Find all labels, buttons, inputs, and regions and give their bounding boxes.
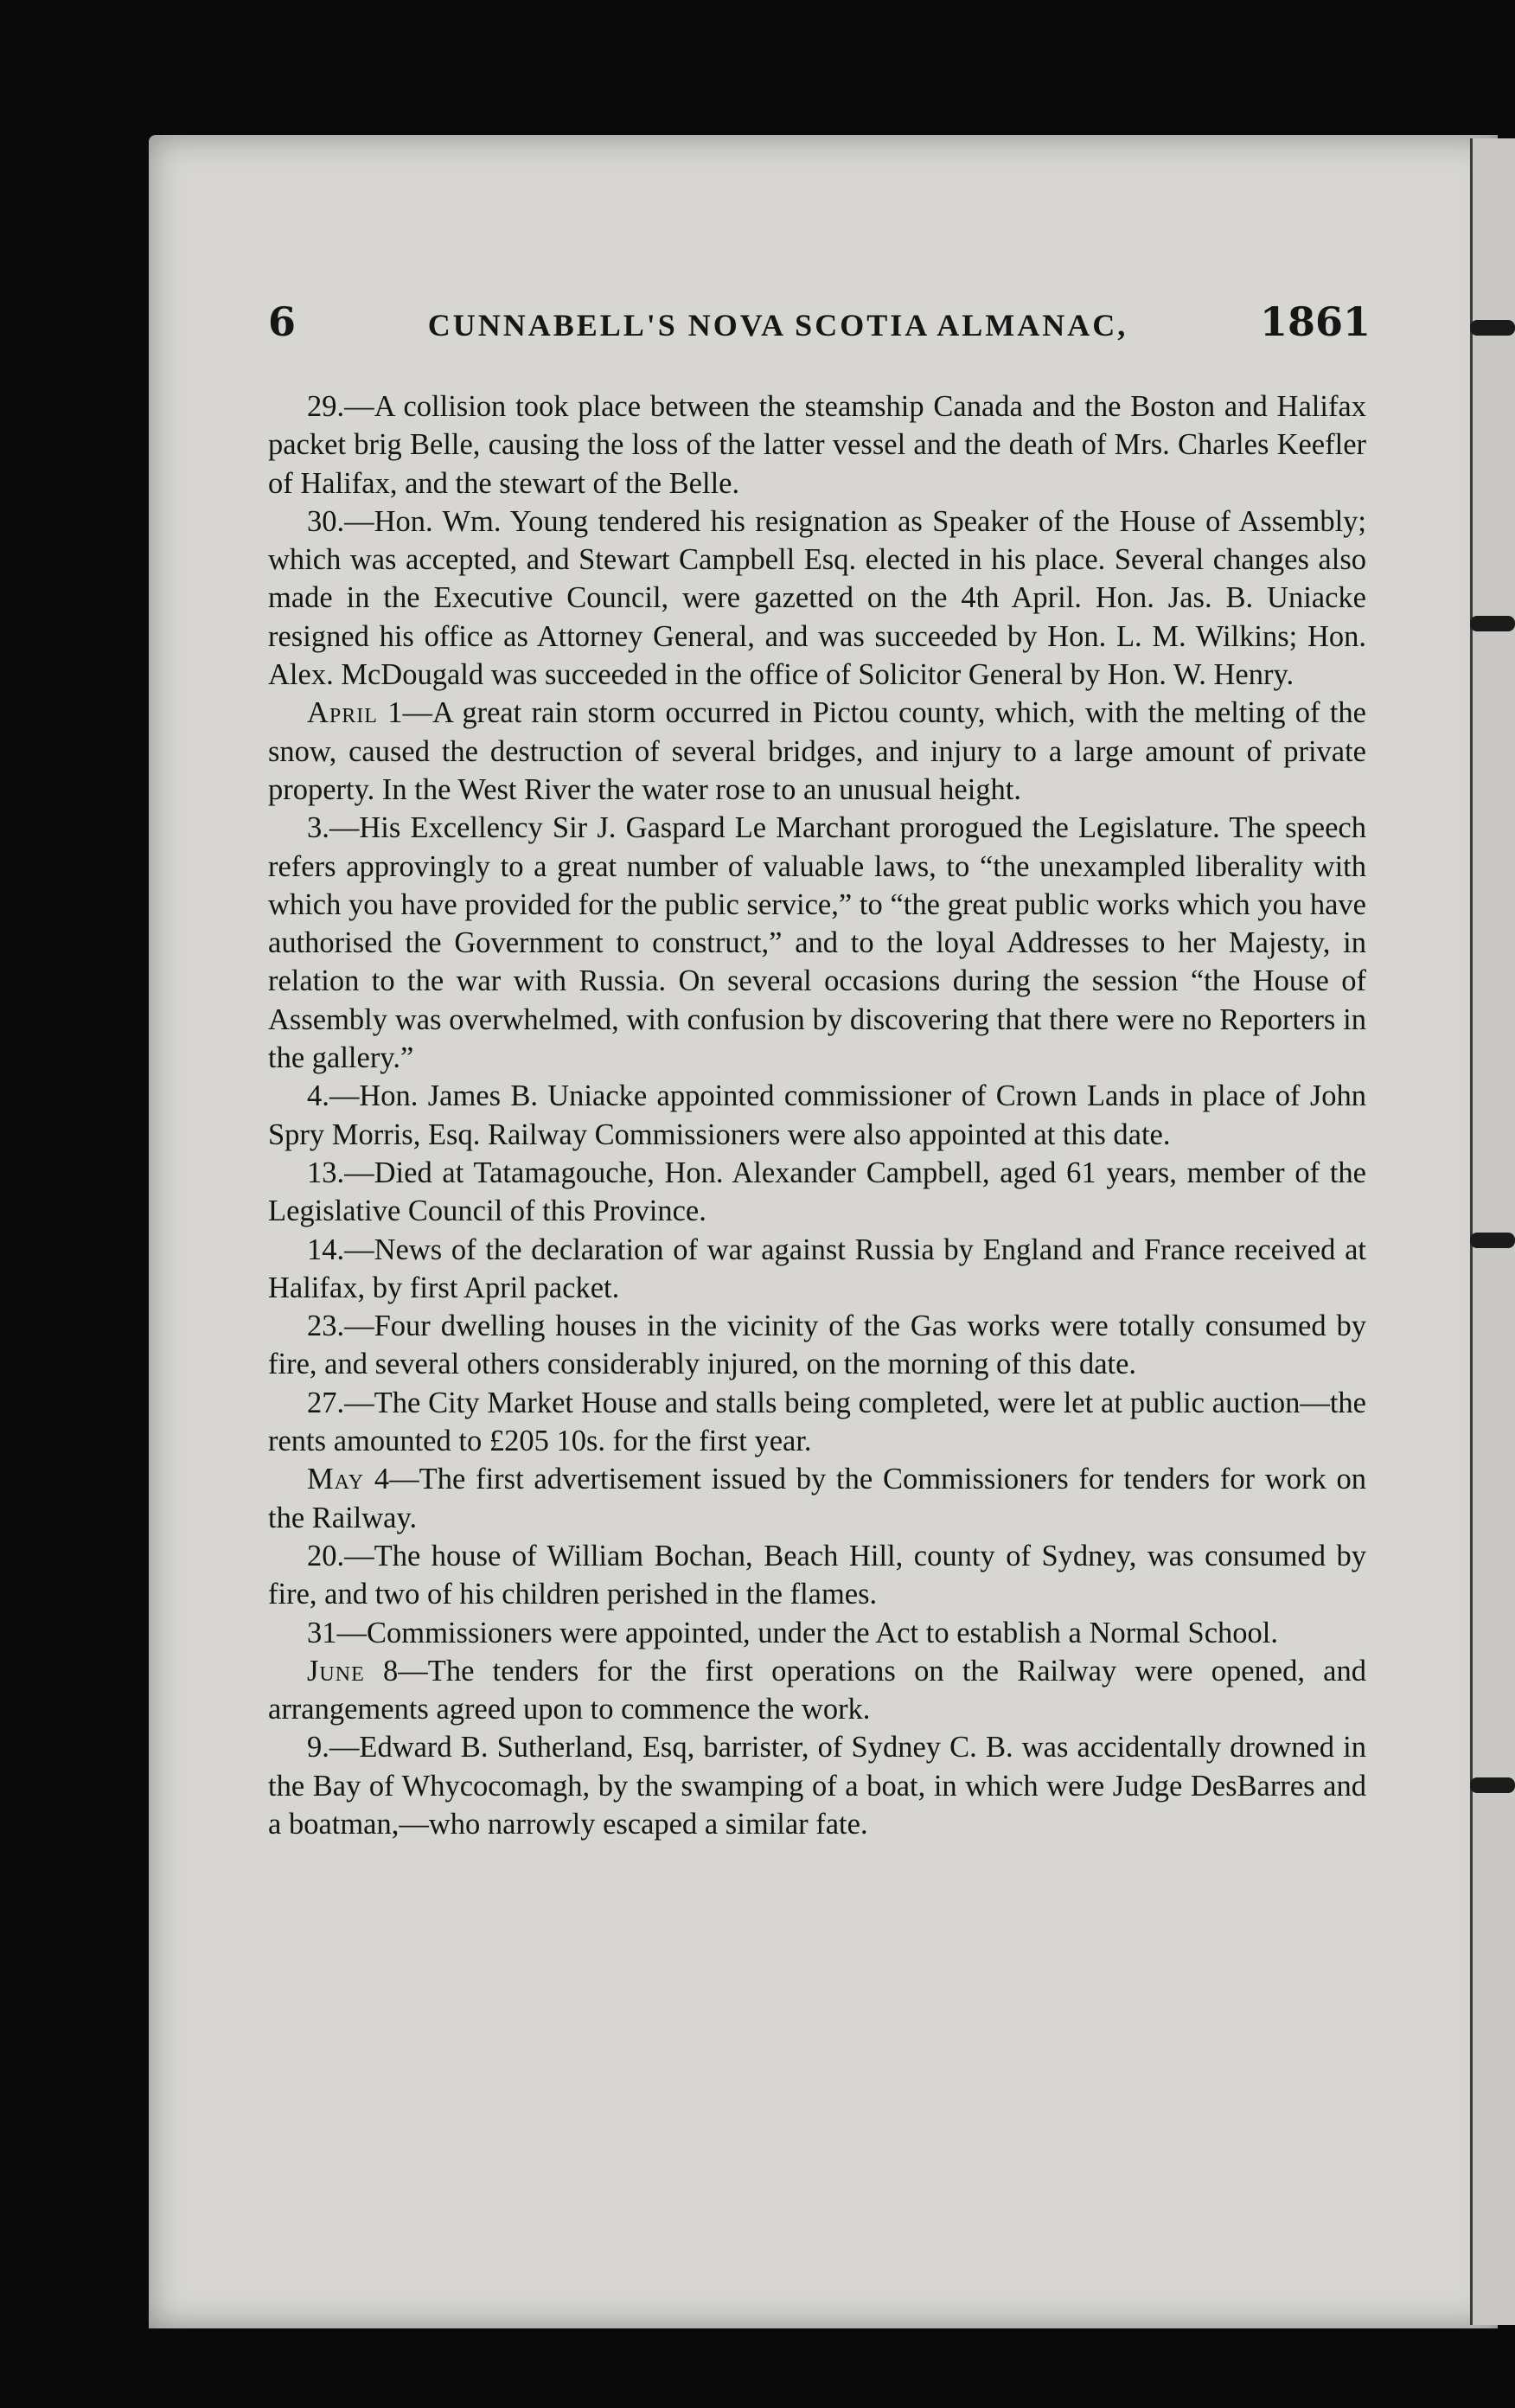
entry — [268, 694, 1366, 809]
entry — [268, 1614, 1366, 1652]
binding-stitch — [1470, 616, 1515, 631]
binding-stitch — [1470, 1233, 1515, 1248]
entry-text: 3.—His Excellency Sir J. Gaspard Le Marchant prorogued the Legislature. The speech refers approvingly to a great number of valuable laws, to “the unexampled liberality with which you have provided for the public service,” to “the great public works which you have authorised the Government to construct,” and to the loyal Addresses to her Majesty, in relation to the war with Russia. On several occasions during the session “the House of Assembly was overwhelmed, with confusion by discovering that there were no Reporters in the gallery.” — [268, 811, 1366, 1075]
entry-text: 4.—Hon. James B. Uniacke appointed commissioner of Crown Lands in place of John Spry Morris, Esq. Railway Commissioners were also appointed at this date. — [268, 1079, 1366, 1151]
entry — [268, 1307, 1366, 1384]
chronicle-text — [268, 387, 1366, 1843]
binding-stitch — [1470, 320, 1515, 336]
entry-text: 29.—A collision took place between the steamship Canada and the Boston and Halifax packet brig Belle, causing the loss of the latter vessel and the death of Mrs. Charles Keefler of Halifax, and the stewart of the Belle. — [268, 390, 1366, 500]
entry — [268, 387, 1366, 503]
entry-text: 9.—Edward B. Sutherland, Esq, barrister, of Sydney C. B. was accidentally drowned in the Bay of Whycocomagh, by the swamping of a boat, in which were Judge DesBarres and a boatman,—who narrowly escaped a similar fate. — [268, 1731, 1366, 1841]
entry — [268, 1537, 1366, 1614]
entry-text: 13.—Died at Tatamagouche, Hon. Alexander Campbell, aged 61 years, member of the Legislative Council of this Province. — [268, 1156, 1366, 1228]
entry-text: 20.—The house of William Bochan, Beach Hill, county of Sydney, was consumed by fire, and two of his children perished in the flames. — [268, 1539, 1366, 1611]
entry — [268, 503, 1366, 694]
entry — [268, 1231, 1366, 1308]
entry — [268, 1460, 1366, 1537]
entry-text: 1—A great rain storm occurred in Pictou county, which, with the melting of the snow, caused the destruction of several bridges, and injury to a large amount of private property. In the West River the water rose to an unusual height. — [268, 696, 1366, 806]
entry-date: April — [307, 696, 378, 730]
page-edge — [1470, 138, 1515, 2325]
entry-text: 14.—News of the declaration of war against Russia by England and France received at Halifax, by first April packet. — [268, 1233, 1366, 1304]
entry — [268, 1652, 1366, 1729]
binding-stitch — [1470, 1777, 1515, 1793]
entry — [268, 1384, 1366, 1461]
entry-text: 30.—Hon. Wm. Young tendered his resignation as Speaker of the House of Assembly; which was accepted, and Stewart Campbell Esq. elected in his place. Several changes also made in the Executive Council, were gazetted on the 4th April. Hon. Jas. B. Uniacke resigned his office as Attorney General, and was succeeded by Hon. L. M. Wilkins; Hon. Alex. McDougald was succeeded in the office of Solicitor General by Hon. W. Henry. — [268, 504, 1366, 692]
entry-text: 31—Commissioners were appointed, under the Act to establish a Normal School. — [307, 1616, 1278, 1649]
entry — [268, 1728, 1366, 1843]
page-number: 6 — [268, 298, 297, 345]
entry-date: May — [307, 1463, 365, 1496]
entry — [268, 1154, 1366, 1231]
entry-text: 8—The tenders for the first operations on the Railway were opened, and arrangements agreed upon to commence the work. — [268, 1654, 1366, 1726]
entry-date: June — [307, 1654, 365, 1688]
entry — [268, 1077, 1366, 1154]
entry-text: 4—The first advertisement issued by the Commissioners for tenders for work on the Railway. — [268, 1463, 1366, 1534]
entry — [268, 809, 1366, 1077]
running-head — [268, 298, 1371, 345]
almanac-year: 1861 — [1259, 298, 1371, 345]
entry-text: 27.—The City Market House and stalls being completed, were let at public auction—the rents amounted to £205 10s. for the first year. — [268, 1386, 1366, 1458]
entry-text: 23.—Four dwelling houses in the vicinity of the Gas works were totally consumed by fire, and several others considerably injured, on the morning of this date. — [268, 1310, 1366, 1381]
almanac-title: CUNNABELL'S NOVA SCOTIA ALMANAC, — [427, 308, 1128, 343]
